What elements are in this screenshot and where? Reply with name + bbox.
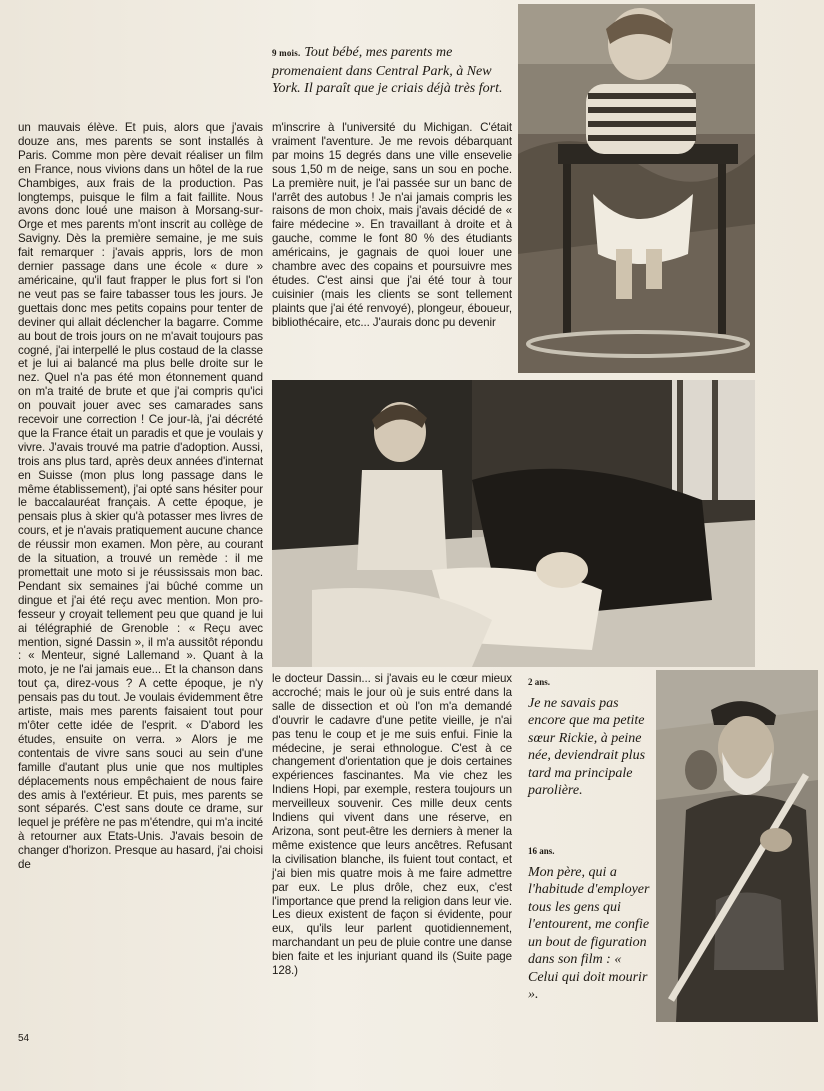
photo-boy-with-pram	[272, 380, 755, 667]
caption-age-tag: 2 ans.	[528, 677, 551, 687]
photo-old-man-with-stick	[656, 670, 818, 1022]
caption-text: Tout bébé, mes parents me promenaient dans Central Park, à New York. Il paraît que je criais déjà très fort.	[272, 45, 503, 96]
text-column-2-bottom	[272, 672, 512, 1037]
caption-sixteen-years	[528, 843, 653, 1004]
caption-text: Mon père, qui a l'habitude d'employer tous les gens qui l'entourent, me confie un bout de figuration dans son film : « Celui qui doit mourir ».	[528, 864, 650, 1002]
photo-baby-high-chair	[518, 4, 755, 373]
column-2-top-text: m'inscrire à l'université du Michigan. C'était vraiment l'aventure. Je me revois débarquant par moins 15 degrés dans une ville ensevelie sous 1,50 m de neige, sans un sou en poche. La première nuit, je l'ai passée sur un banc de l'arrêt des autobus ! Je n'ai jamais compris les raisons de mon choix, mais j'avais décidé de « faire médecine ». En travaillant à droite et à gauche, comme le font 80 % des étudiants américains, je gagnais de quoi louer une chambre avec des copains et poursuivre mes études. C'est ainsi que j'ai été tour à tour cuisinier (mais les clients se sont tellement plaints que j'ai été renvoyé), plongeur, éboueur, bibliothécaire, etc... J'aurais donc pu devenir	[272, 121, 512, 329]
column-1-text: un mauvais élève. Et puis, alors que j'avais douze ans, mes parents se sont installés à Paris. Comme mon père devait réaliser un film en France, nous vivions dans un hôtel de la rue Chambiges, aux frais de la production. Pas longtemps, puisque le film a fait faillite. Nous avons donc loué une maison à Morsang-sur-Orge et mes parents m'ont inscrit au collège de Savigny. Dès la première semaine, je me suis fait remarquer : j'avais appris, lors de mon dernier passage dans une école « dure » américaine, qu'il faut frapper le plus fort si l'on ne veut pas se faire tabasser tous les jours. Je guettais donc mes petits copains pour tenter de deviner qui allait déclencher la bagarre. Comme au bout de trois jours on ne m'avait toujours pas cogné, j'ai interpellé le plus costaud de la classe et je lui ai balancé ma plus belle droite sur le nez. Quel n'a pas été mon étonnement quand on m'a traité de brute et que j'ai compris qu'ici on pouvait jouer avec ses camarades sans recevoir une correction ! Ce jour-là, j'ai décrété que la France était un paradis et que je voulais y vivre. J'avais trouvé ma patrie d'adoption. Aussi, trois ans plus tard, après deux années d'internat en Suisse (mon plus long passage dans le même établissement), j'ai opté sans hésiter pour le baccalauréat français. A cette époque, je pensais plus à skier qu'à potasser mes livres de cours, et je n'avais pratiquement aucune chance de réussir mon examen. Mon père, au courant de la situation, a trouvé un remède : il me promettait une moto si je réussissais mon bac. Pendant six semaines j'ai bûché comme un dingue et j'ai été reçu avec mention. Mon professeur y croyait tellement peu que quand je lui ai télégraphié de Grenoble : « Reçu avec mention, signé Dassin », il m'a aussitôt répondu : « Menteur, signé Lallemand ». Quant à la moto, je ne l'ai jamais eue... Et la chanson dans tout ça, direz-vous ? A cette époque, je n'y pensais pas du tout. Je voulais évidemment être artiste, mais mes parents faisaient tout pour m'ôter cette idée de l'esprit. « D'abord les études, ensuite on verra. » Alors je me contentais de vivre sans souci au sein d'une famille d'autant plus unie que nos multiples déplacements nous empêchaient de nous faire des amis à l'extérieur. Et puis, mes parents se sont séparés. C'est sans doute ce drame, sur lequel je préfère ne pas m'étendre, qui m'a incité à retourner aux Etats-Unis. J'avais besoin de changer d'horizon. Presque au hasard, j'ai choisi de	[18, 121, 263, 872]
column-2-bottom-text: le docteur Dassin... si j'avais eu le cœur mieux accroché; mais le jour où je suis entré dans la salle de dissection et où l'on m'a demandé d'ouvrir le cadavre d'une petite vieille, je n'ai pas tenu le coup et je me suis enfui. Finie la médecine, je serai ethnologue. C'est à ce changement d'orientation que je dois certaines expériences fascinantes. Ma vie chez les Indiens Hopi, par exemple, restera toujours un merveilleux souvenir. Ces mille deux cents Indiens qui vivent dans une réserve, en Arizona, sont peut-être les derniers à mener la même existence que leurs ancêtres. Refusant la civilisation blanche, ils fuient tout contact, et j'ai bien mis quatre mois à me faire admettre par eux. Le plus drôle, chez eux, c'est l'importance que prend la religion dans leur vie. Les dieux existent de façon si évidente, pour eux, qu'ils leur parlent quotidiennement, marchandant un peu de pluie contre une danse bien faite et les injuriant quand ils (Suite page 128.)	[272, 672, 512, 978]
text-column-2-top	[272, 121, 512, 379]
page-number: 54	[18, 1033, 30, 1044]
caption-nine-months	[272, 44, 512, 98]
caption-age-tag: 9 mois.	[272, 48, 301, 58]
text-column-1	[18, 121, 263, 1027]
caption-age-tag: 16 ans.	[528, 846, 555, 856]
caption-text: Je ne savais pas encore que ma petite sœur Rickie, à peine née, deviendrait plus tard ma principale parolière.	[528, 695, 646, 798]
caption-two-years	[528, 674, 653, 800]
